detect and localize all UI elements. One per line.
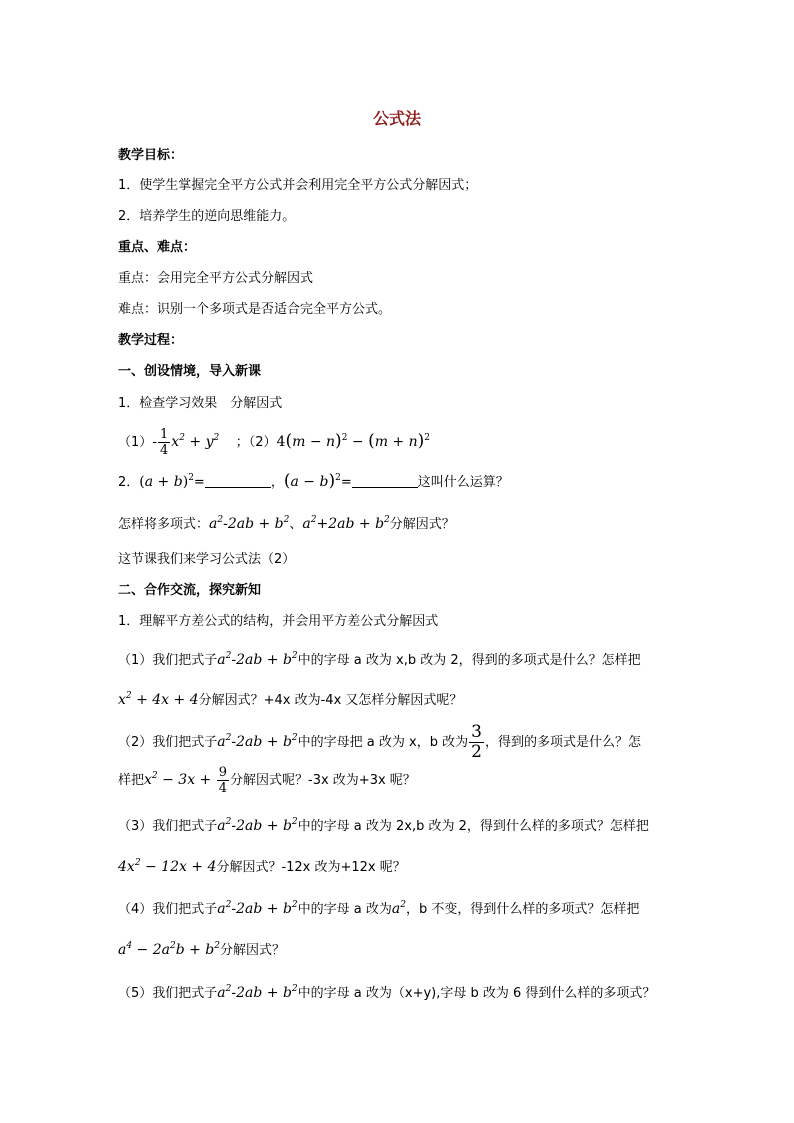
heading-objectives: 教学目标： xyxy=(118,148,184,163)
step-1-line-2: $x^2 + 4x + 4$分解因式？+4x 改为-4x 又怎样分解因式呢？ xyxy=(118,691,463,708)
formula: $(a - b)^2$ xyxy=(283,471,341,491)
formula: $a^2-2ab + b^2$ xyxy=(217,733,298,750)
formula: $x^2 - 3x$ + xyxy=(144,771,216,788)
heading-process: 教学过程： xyxy=(118,333,184,348)
exercise-2-label: ；（2） xyxy=(235,435,277,450)
formula: $4(m - n)^2 - (m + n)^2$ xyxy=(276,431,431,451)
answer-blank xyxy=(352,473,418,488)
step-1-line-1: （1）我们把式子$a^2-2ab + b^2$中的字母 a 改为 x,b 改为 2，得到的多项式是什么？怎样把 xyxy=(118,651,641,668)
fraction-three-halves: $\frac{3}{2}$ xyxy=(471,722,482,762)
part2-question-1: 1．理解平方差公式的结构，并会用平方差公式分解因式 xyxy=(118,614,439,629)
heading-part-2: 二、合作交流，探究新知 xyxy=(118,583,262,598)
formula: $a^2-2ab + b^2$ xyxy=(217,900,298,917)
page-title: 公式法 xyxy=(372,109,421,128)
part1-question-2: 2．$(a + b)^2=$ ，$(a - b)^2=$ 这叫什么运算？ xyxy=(118,471,509,491)
part1-question-4: 这节课我们来学习公式法（2） xyxy=(118,552,296,567)
objective-1: 1．使学生掌握完全平方公式并会利用完全平方公式分解因式； xyxy=(118,178,478,193)
exercise-1-label: （1） xyxy=(118,435,153,450)
step-3-line-2: $4x^2 - 12x + 4$分解因式？-12x 改为+12x 呢？ xyxy=(118,858,406,875)
formula: $a^2-2ab + b^2$ xyxy=(217,817,298,834)
part1-exercises xyxy=(118,424,430,460)
step-5-line-1: （5）我们把式子$a^2-2ab + b^2$中的字母 a 改为（x+y),字母 b 改为 6 得到什么样的多项式？ xyxy=(118,984,656,1001)
step-3-line-1: （3）我们把式子$a^2-2ab + b^2$中的字母 a 改为 2x,b 改为 2，得到什么样的多项式？怎样把 xyxy=(118,817,649,834)
formula: $a^4 - 2a^2b + b^2$ xyxy=(118,941,221,958)
heading-keypoints: 重点、难点： xyxy=(118,240,197,255)
fraction-quarter: $\frac{1}{4}$ xyxy=(160,427,169,458)
difficult-point: 难点：识别一个多项式是否适合完全平方公式。 xyxy=(118,302,392,317)
formula: $a^2+2ab + b^2$ xyxy=(302,515,390,532)
heading-part-1: 一、创设情境，导入新课 xyxy=(118,364,262,379)
formula: $x^2 + y^2$ xyxy=(171,433,220,450)
step-2-line-1: （2）我们把式子$a^2-2ab + b^2$中的字母把 a 改为 x，b 改为 $\frac{3}{2}$ ，得到的多项式是什么？怎 xyxy=(118,722,641,762)
step-4-line-1: （4）我们把式子$a^2-2ab + b^2$中的字母 a 改为$a^2$，b 不变，得到什么样的多项式？怎样把 xyxy=(118,900,640,917)
fraction-nine-quarters: $\frac{9}{4}$ xyxy=(218,765,228,796)
step-4-line-2: $a^4 - 2a^2b + b^2$分解因式？ xyxy=(118,941,286,958)
part1-question-3: 怎样将多项式：$a^2-2ab + b^2$、$a^2+2ab + b^2$分解因式？ xyxy=(118,515,455,532)
formula: $(a + b)^2$ xyxy=(139,473,194,490)
formula: $4x^2 - 12x + 4$ xyxy=(118,858,217,875)
part1-question-1: 1．检查学习效果 分解因式 xyxy=(118,396,283,411)
formula: $a^2-2ab + b^2$ xyxy=(209,515,290,532)
formula: $x^2 + 4x + 4$ xyxy=(118,691,199,708)
formula: $a^2-2ab + b^2$ xyxy=(217,984,298,1001)
key-point: 重点：会用完全平方公式分解因式 xyxy=(118,271,314,286)
objective-2: 2．培养学生的逆向思维能力。 xyxy=(118,209,296,224)
formula: $a^2$ xyxy=(391,900,406,917)
answer-blank xyxy=(205,473,271,488)
step-2-line-2: 样把$x^2 - 3x$ + $\frac{9}{4}$ 分解因式呢？-3x 改为+3x 呢？ xyxy=(118,765,416,796)
formula: - xyxy=(152,434,158,450)
formula: $a^2-2ab + b^2$ xyxy=(217,651,298,668)
